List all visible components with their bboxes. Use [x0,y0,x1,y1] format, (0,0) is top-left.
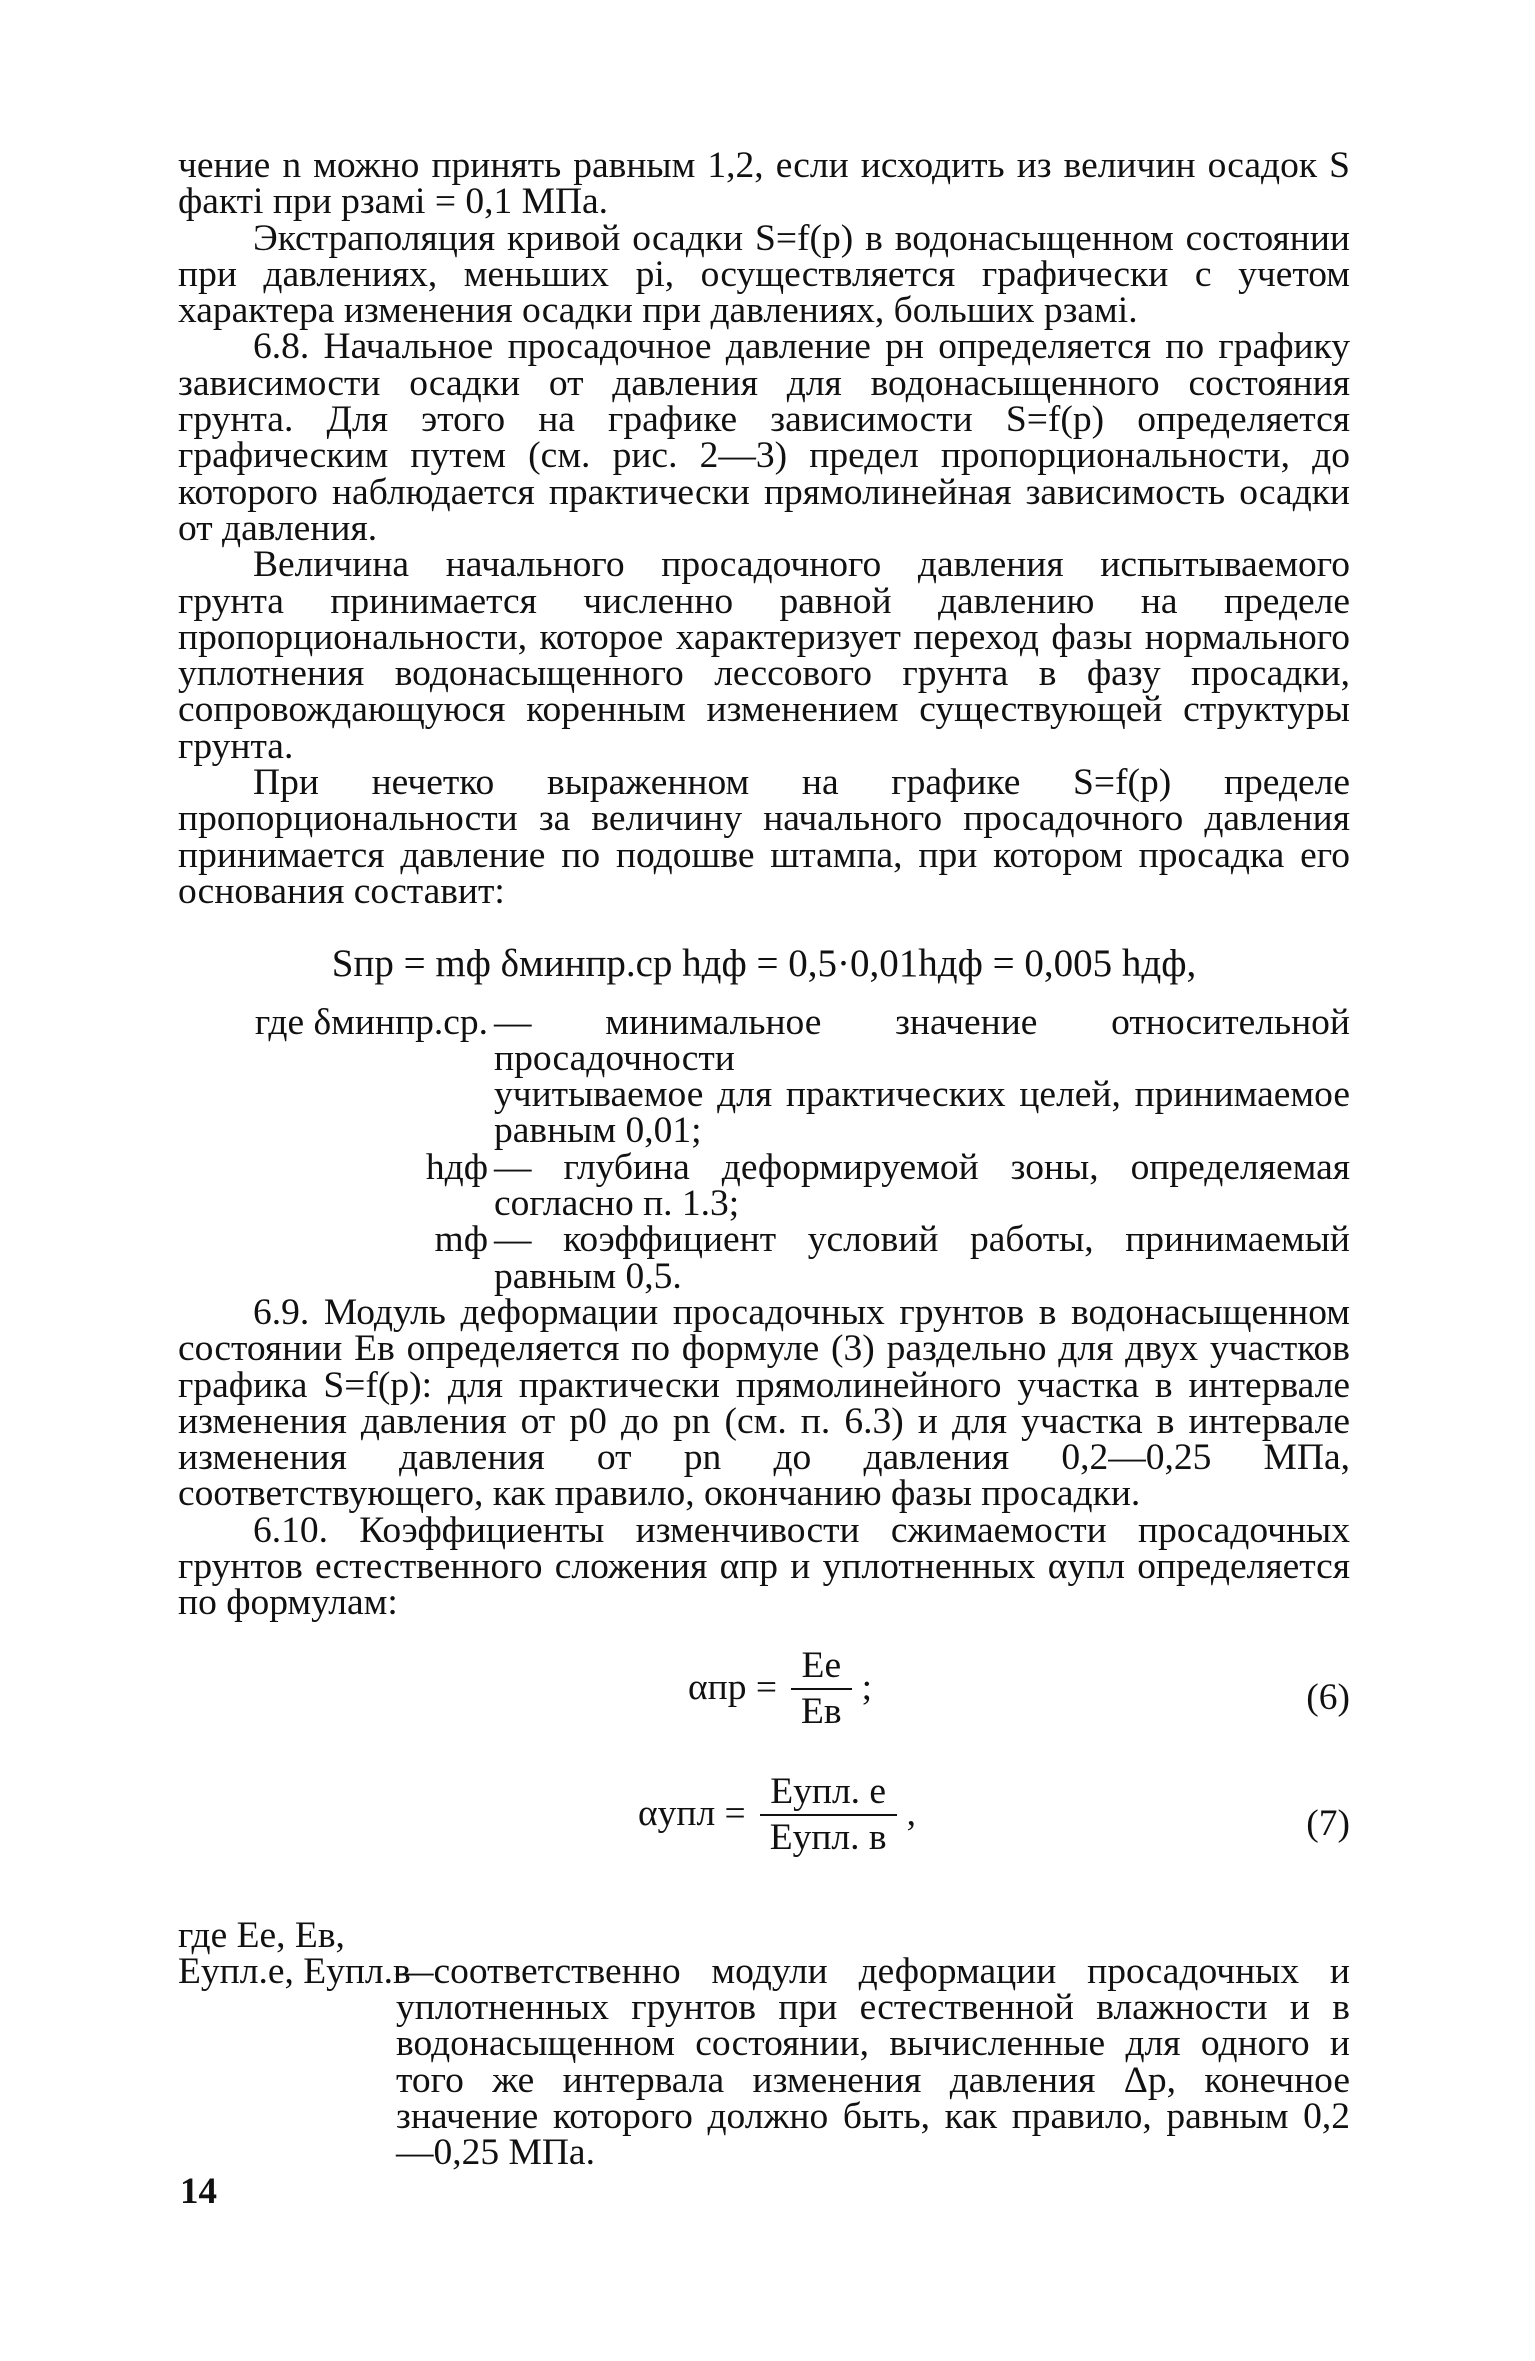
formula-s-pr: Sпр = mф δминпр.ср hдф = 0,5·0,01hдф = 0,005 hдф, [331,942,1197,986]
where-definition: — глубина деформируемой зоны, определяемая согласно п. 1.3; [494,1146,1350,1225]
paragraph-1: чение n можно принять равным 1,2, если исходить из величин осадок S фактi при pзамi = 0,1 МПа. [178,145,1350,223]
eq-lhs: αупл = [638,1793,746,1835]
fraction [688,1644,872,1734]
where-symbol: Eупл.е, Eупл.в [178,1950,411,1992]
where-symbol: mф [434,1219,488,1261]
denominator: Eв [801,1690,842,1732]
where-row [178,1074,1350,1152]
where-definition: учитываемое для практических целей, принимаемое равным 0,01; [494,1074,1350,1152]
equation-6 [178,1644,1350,1762]
numerator: Eупл. е [770,1770,887,1812]
fraction-box [791,1644,852,1734]
equation-7 [178,1770,1350,1888]
eq-punct: , [906,1793,916,1835]
equation-number: (7) [1306,1802,1350,1844]
where-definition: — коэффициент условий работы, принимаемый равным 0,5. [494,1219,1350,1297]
where-row [178,1950,1350,2174]
paragraph-6-8: 6.8. Начальное просадочное давление pн определяется по графику зависимости осадки от давления для водонасыщенного состояния грунта. Для этого на графике зависимости S=f(p) определяется графическим путем (см. рис. 2—3) предел пропорциональности, до которого наблюдается практически прямолинейная зависимость осадки от давления. [178,326,1350,549]
page-number: 14 [180,2171,217,2212]
where-definition: — минимальное значение относительной просадочности [494,1001,1350,1079]
where-symbol-line: где Eе, Eв, [178,1914,345,1956]
where-row [178,1146,1350,1225]
where-list-1 [178,1001,1350,1297]
paragraph-6-10: 6.10. Коэффициенты изменчивости сжимаемости просадочных грунтов естественного сложения αпр и уплотненных αупл определяется по формулам: [178,1509,1350,1624]
body-text [178,145,1350,2174]
paragraph-4: Величина начального просадочного давления испытываемого грунта принимается численно равной давлению на пределе пропорциональности, которое характеризует переход фазы нормального уплотнения водонасыщенного лессового грунта в фазу просадки, сопровождающуюся коренным изменением существующей структуры грунта. [178,544,1350,767]
eq-punct: ; [861,1667,873,1709]
eq-lhs: αпр = [688,1667,777,1709]
where-list-2 [178,1914,1350,2174]
where-symbol: hдф [425,1146,488,1188]
equation-number: (6) [1306,1676,1350,1718]
paragraph-5: При нечетко выраженном на графике S=f(p) пределе пропорциональности за величину начального просадочного давления принимается давление по подошве штампа, при котором просадка его основания составит: [178,762,1350,912]
paragraph-6-9: 6.9. Модуль деформации просадочных грунтов в водонасыщенном состоянии Eв определяется по формуле (3) раздельно для двух участков графика S=f(p): для практически прямолинейного участка в интервале изменения давления от p0 до pn (см. п. 6.3) и для участка в интервале изменения давления от pn до давления 0,2—0,25 МПа, соответствующего, как правило, окончанию фазы просадки. [178,1291,1350,1515]
where-row [178,1001,1350,1079]
where-definition: —соответственно модули деформации просадочных и уплотненных грунтов при естественной влажности и в водонасыщенном состоянии, вычисленные для одного и того же интервала изменения давления Δp, конечное значение которого должно быть, как правило, равным 0,2—0,25 МПа. [396,1950,1350,2174]
fraction [638,1770,916,1860]
paragraph-2: Экстраполяция кривой осадки S=f(p) в водонасыщенном состоянии при давлениях, меньших pi, осуществляется графически с учетом характера изменения осадки при давлениях, больших pзамi. [178,217,1350,332]
where-row [178,1219,1350,1297]
numerator: Eе [801,1644,842,1686]
where-symbol: где δминпр.ср. [254,1001,488,1043]
denominator: Eупл. в [769,1816,887,1858]
fraction-box [760,1770,897,1860]
